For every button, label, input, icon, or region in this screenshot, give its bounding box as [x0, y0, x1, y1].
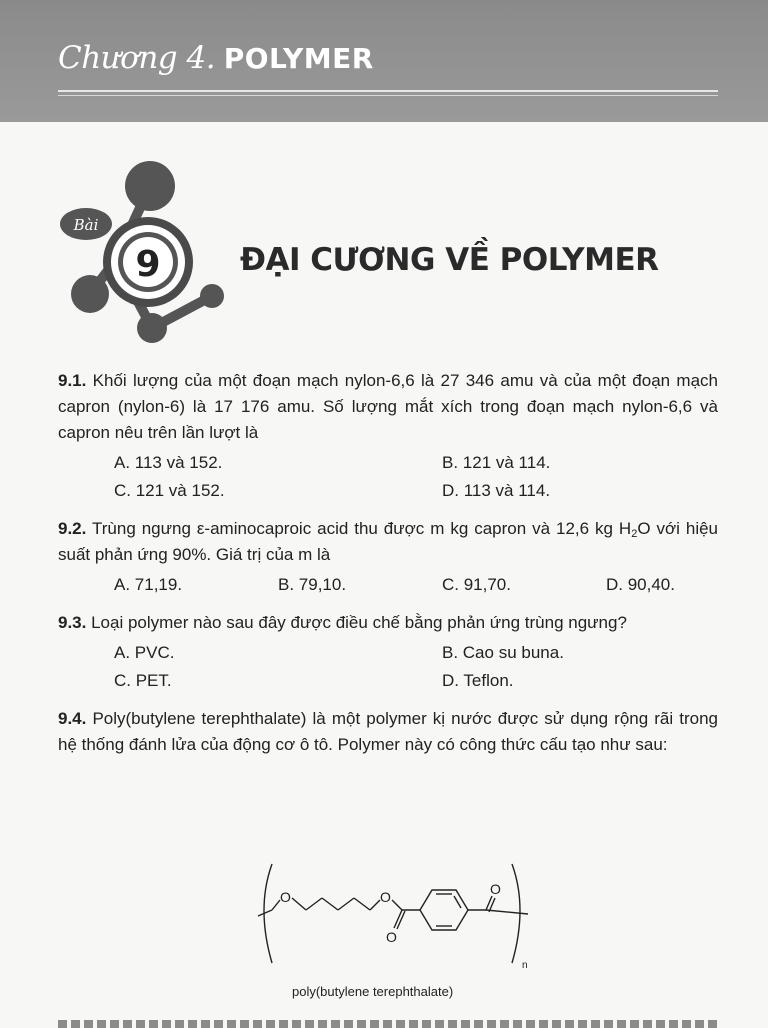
chapter-title: [58, 40, 374, 76]
bond: [354, 898, 370, 910]
question-subscript: 2: [631, 528, 638, 540]
badge-atom: [71, 275, 109, 313]
question-number: 9.1.: [58, 371, 87, 390]
atom-oxygen: O: [490, 881, 501, 897]
lesson-title: ĐẠI CƯƠNG VỀ POLYMER: [240, 242, 659, 278]
bond: [370, 900, 380, 910]
option-d[interactable]: D. 90,40.: [606, 575, 675, 594]
question-9-3: [58, 610, 718, 636]
cutoff-text-line: [58, 1014, 718, 1028]
option-d[interactable]: D. Teflon.: [442, 671, 514, 690]
option-b[interactable]: B. Cao su buna.: [442, 643, 564, 662]
option-a[interactable]: A. PVC.: [114, 643, 175, 662]
option-a[interactable]: A. 71,19.: [114, 575, 183, 594]
atom-oxygen: O: [380, 889, 391, 905]
question-9-1: [58, 368, 718, 446]
option-b[interactable]: B. 79,10.: [278, 575, 347, 594]
question-number: 9.4.: [58, 709, 87, 728]
chapter-prefix: Chương 4.: [58, 40, 216, 76]
atom-oxygen: O: [280, 889, 291, 905]
polymer-structure-diagram: [250, 858, 540, 973]
badge-atom: [200, 284, 224, 308]
badge-atom: [125, 161, 175, 211]
question-text: Trùng ngưng ε-aminocaproic acid thu được m kg capron và 12,6 kg H: [92, 519, 632, 538]
bond: [338, 898, 354, 910]
bond: [258, 910, 272, 916]
chapter-name: POLYMER: [223, 42, 374, 75]
badge-label: Bài: [73, 216, 99, 234]
option-c[interactable]: C. PET.: [114, 671, 172, 690]
repeat-subscript-n: n: [522, 960, 528, 971]
chapter-header: [0, 0, 768, 122]
lesson-badge-icon: [58, 152, 238, 352]
option-b[interactable]: B. 121 và 114.: [442, 453, 551, 472]
question-9-2: [58, 516, 718, 568]
option-d[interactable]: D. 113 và 114.: [442, 481, 551, 500]
benzene-ring: [420, 890, 468, 930]
question-text: Loại polymer nào sau đây được điều chế bằng phản ứng trùng ngưng?: [91, 613, 627, 632]
badge-atom: [137, 313, 167, 343]
option-c[interactable]: C. 121 và 152.: [114, 481, 225, 500]
question-text-cont: O với hiệu suất phản ứng 90%. Giá trị của m là: [58, 519, 719, 564]
question-text: Khối lượng của một đoạn mạch nylon-6,6 là 27 346 amu và của một đoạn mạch capron (nylon-6) là 17 176 amu. Số lượng mắt xích trong đoạn mạch nylon-6,6 và capron nêu trên lần lượt là: [58, 371, 718, 442]
atom-oxygen: O: [386, 929, 397, 945]
option-a[interactable]: A. 113 và 152.: [114, 453, 223, 472]
header-divider-thin: [58, 95, 718, 96]
bond: [486, 910, 528, 914]
bond: [272, 900, 280, 910]
question-text: Poly(butylene terephthalate) là một polymer kị nước được sử dụng rộng rãi trong hệ thống đánh lửa của động cơ ô tô. Polymer này có công thức cấu tạo như sau:: [58, 709, 718, 754]
question-list: [58, 368, 718, 758]
question-9-4: [58, 706, 718, 758]
bond: [392, 900, 402, 910]
question-number: 9.3.: [58, 613, 87, 632]
bond: [322, 898, 338, 910]
lesson-number: 9: [135, 244, 161, 285]
option-c[interactable]: C. 91,70.: [442, 575, 511, 594]
bond: [292, 898, 306, 910]
options-9-1: [58, 450, 718, 506]
options-9-3: [58, 640, 718, 696]
header-divider: [58, 90, 718, 92]
bond: [306, 898, 322, 910]
question-number: 9.2.: [58, 519, 87, 538]
structure-caption: poly(butylene terephthalate): [292, 984, 454, 999]
options-9-2: [58, 572, 718, 600]
